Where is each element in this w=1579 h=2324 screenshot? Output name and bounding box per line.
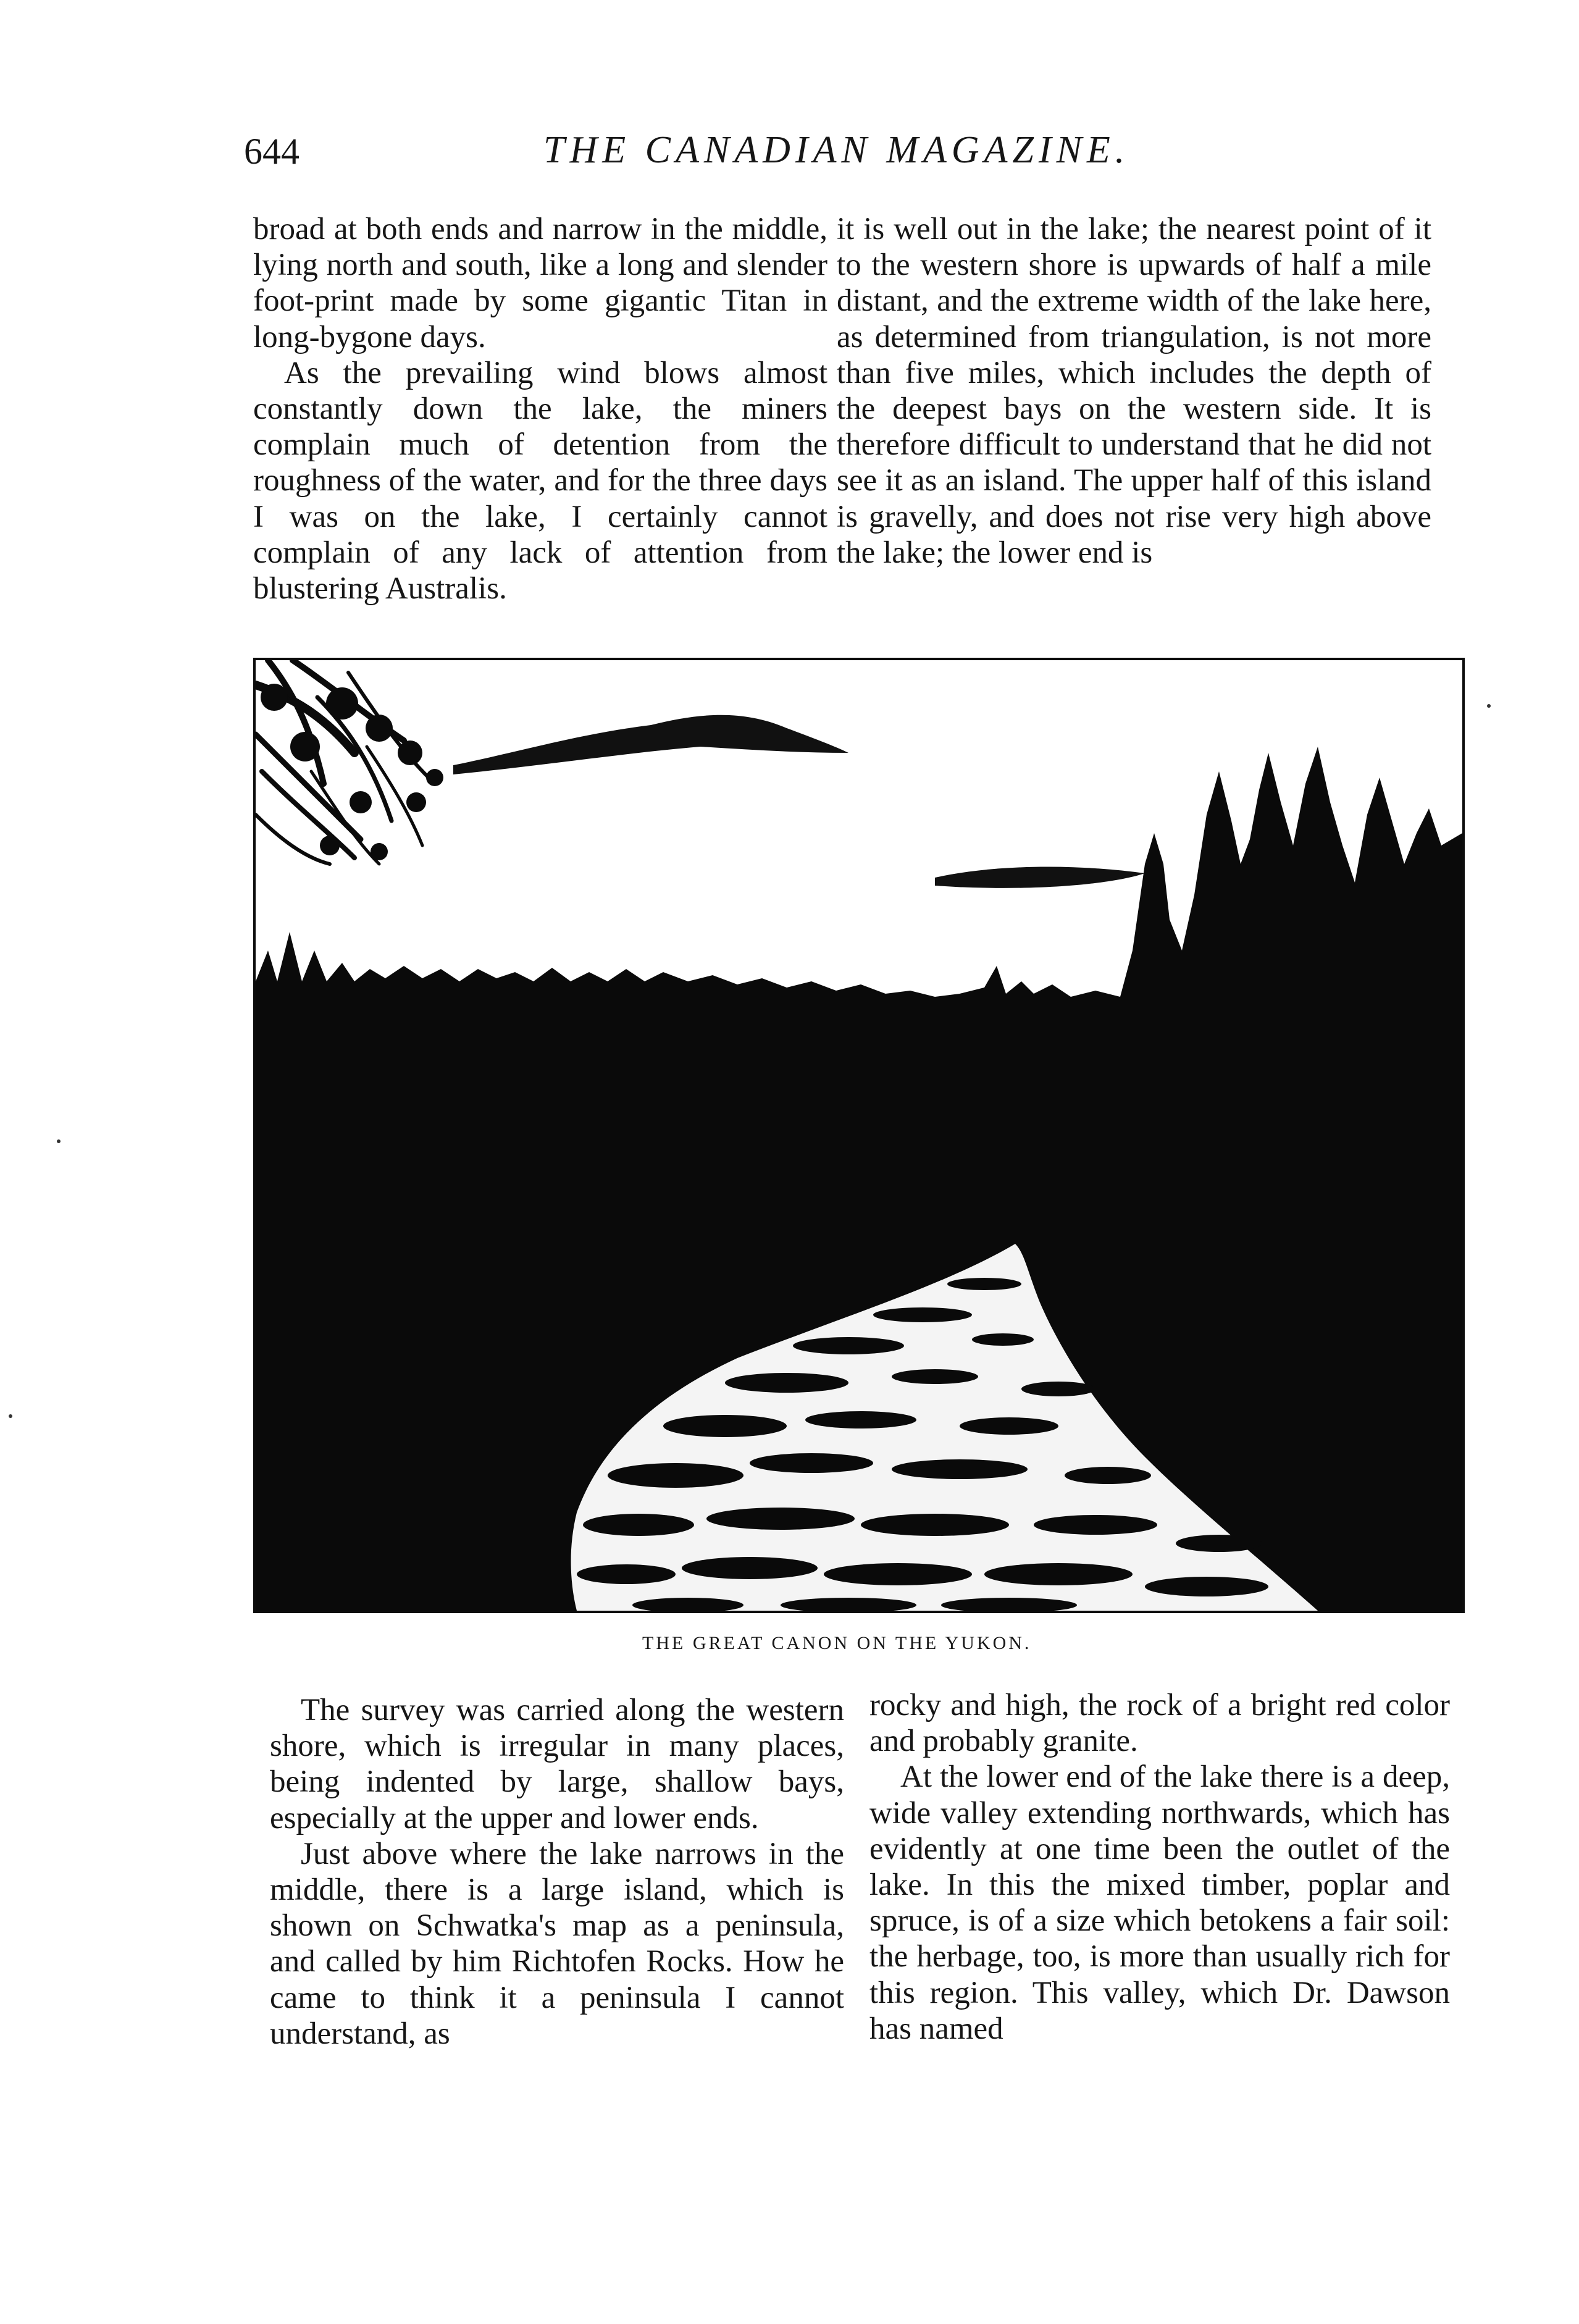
bottom-right-column [869,1687,1450,2047]
figure-caption: THE GREAT CANON ON THE YUKON. [642,1633,1032,1653]
paragraph: As the prevailing wind blows almost constantly down the lake, the miners complain much of detention from the roughness of the water, and for the three days I was on the lake, I certainly cannot complain of any lack of attention from blustering Australis. [253,355,827,606]
paragraph: The survey was carried along the western shore, which is irregular in many places, being indented by large, shallow bays, especially at the upper and lower ends. [270,1693,844,1835]
page-number: 644 [244,131,299,172]
scan-speck [1487,704,1491,708]
paragraph: rocky and high, the rock of a bright red color and probably granite. [869,1688,1450,1759]
canyon-photograph [253,658,1465,1613]
top-left-column [253,211,827,606]
paragraph: it is well out in the lake; the nearest point of it to the western shore is upwards of half a mile distant, and the extreme width of the lake here, as determined from triangulation, is not more than five miles, which includes the depth of the deepest bays on the western side. It is therefore difficult to understand that he did not see it as an island. The upper half of this island is gravelly, and does not rise very high above the lake; the lower end is [837,212,1431,570]
top-right-column [837,211,1431,571]
paragraph: At the lower end of the lake there is a deep, wide valley extending northwards, which has evidently at one time been the outlet of the lake. In this the mixed timber, poplar and spruce, is of a size which betokens a fair soil: the herbage, too, is more than usually rich for this region. This valley, which Dr. Dawson has named [869,1760,1450,2046]
scan-speck [9,1414,12,1418]
scan-speck [57,1139,61,1143]
bottom-left-column [270,1692,844,2052]
paragraph: Just above where the lake narrows in the middle, there is a large island, which is shown on Schwatka's map as a peninsula, and called by him Richtofen Rocks. How he came to think it a peninsula I cannot understand, as [270,1836,844,2051]
paragraph: broad at both ends and narrow in the middle, lying north and south, like a long and slender foot-print made by some gigantic Titan in long-bygone days. [253,212,827,354]
running-title: THE CANADIAN MAGAZINE. [543,129,1130,171]
